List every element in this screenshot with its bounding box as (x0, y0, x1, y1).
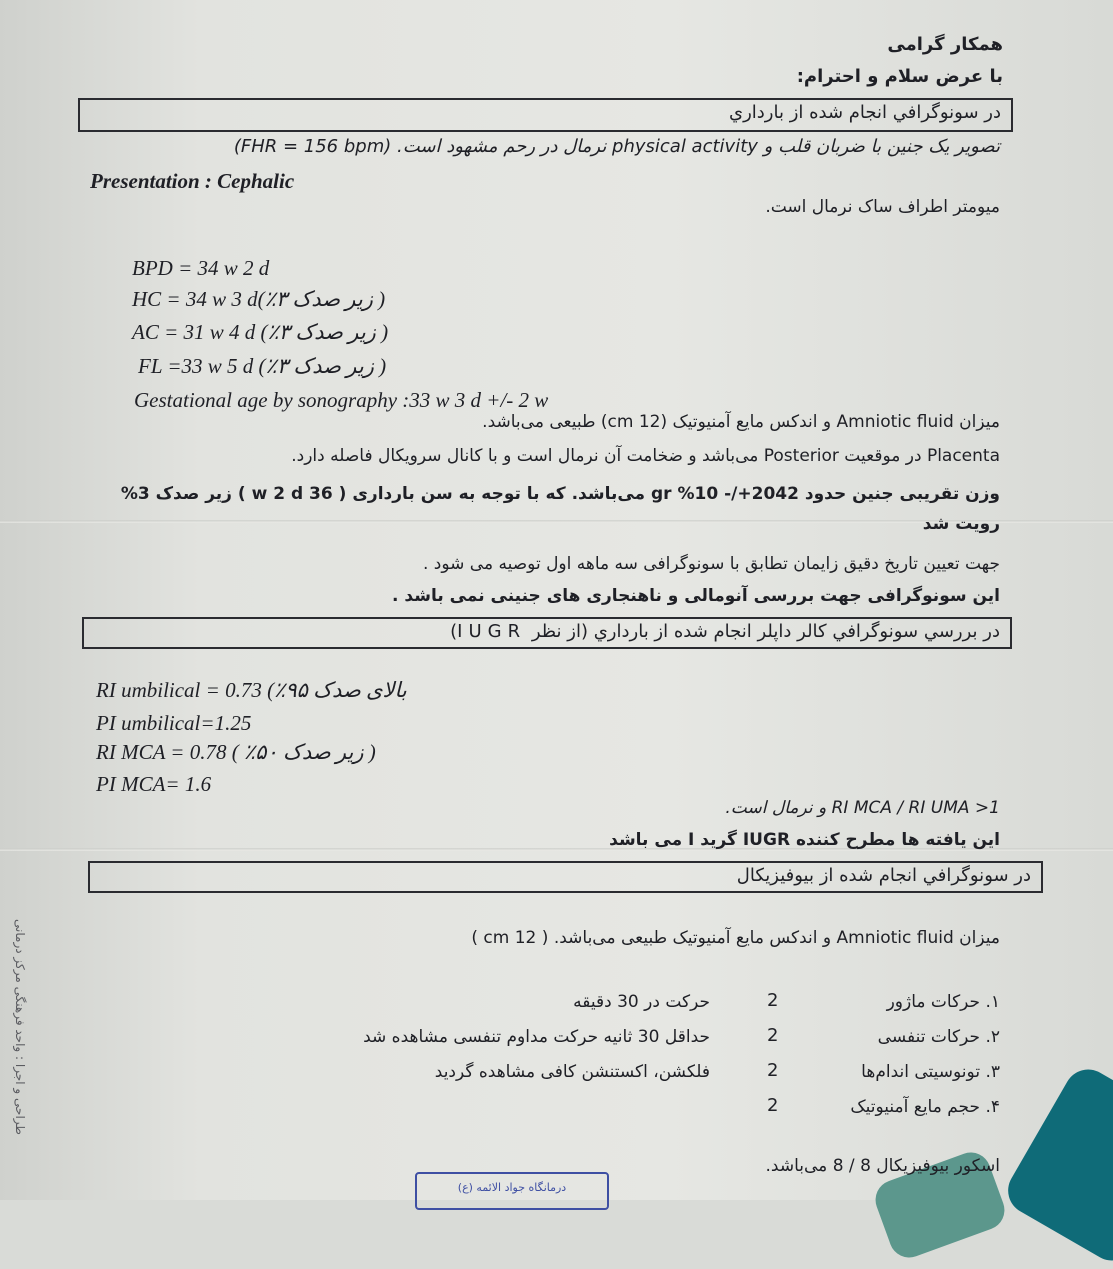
bpp-item-score: 2 (767, 1095, 779, 1116)
clinic-stamp: درمانگاه جواد الائمه (ع) (415, 1172, 609, 1210)
bpp-item-score: 2 (767, 990, 779, 1011)
fetal-weight-line-2: رویت شد (922, 514, 1000, 534)
salutation: با عرض سلام و احترام: (796, 66, 1003, 87)
placenta-line: Placenta در موقعیت Posterior می‌باشد و ضخامت آن نرمال است و با کانال سرویکال فاصله دارد. (291, 446, 1000, 466)
myometrium-line: میومتر اطراف ساک نرمال است. (765, 197, 1000, 217)
dating-note: جهت تعیین تاریخ دقیق زایمان تطابق با سونوگرافی سه ماهه اول توصیه می شود . (423, 554, 1000, 574)
ac-measure: AC = 31 w 4 d (٪۳ زیر صدک ) (132, 320, 389, 344)
gestational-age: Gestational age by sonography :33 w 3 d +/- 2 w (134, 388, 549, 412)
bpd-measure: BPD = 34 w 2 d (132, 256, 270, 280)
bpp-item-score: 2 (767, 1025, 779, 1046)
amniotic-fluid-line: میزان Amniotic fluid و اندکس مایع آمنیوتیک (12 cm) طبیعی می‌باشد. (482, 412, 1000, 432)
anomaly-note: این سونوگرافی جهت بررسی آنومالی و ناهنجاری های جنینی نمی باشد . (392, 586, 1000, 606)
doppler-section-title: در بررسي سونوگرافي كالر داپلر انجام شده از بارداري (از نظر IUGR) (82, 617, 1012, 649)
pi-umbilical: PI umbilical=1.25 (96, 711, 252, 735)
bpp-item-desc: فلکشن، اکستنشن کافی مشاهده گردید (434, 1062, 710, 1082)
side-note: طراحی و اجرا : واحد فرهنگی مرکز درمانی (13, 919, 27, 1135)
bpp-amniotic-line: میزان Amniotic fluid و اندکس مایع آمنیوتیک طبیعی می‌باشد. ( 12 cm ) (471, 928, 1000, 948)
ri-mca: RI MCA = 0.78 ( ٪۵۰ زیر صدک ) (96, 740, 376, 764)
bpp-item-label: ۳. تونوسیتی اندام‌ها (861, 1062, 1000, 1082)
bpp-item-desc: حداقل 30 ثانیه حرکت مداوم تنفسی مشاهده شد (363, 1027, 710, 1047)
pregnancy-section-title: در سونوگرافي انجام شده از بارداري (78, 98, 1013, 132)
bpp-item-desc: حرکت در 30 دقیقه (573, 992, 710, 1012)
ri-umbilical: RI umbilical = 0.73 (٪۹۵ بالای صدک (96, 678, 407, 702)
presentation: Presentation : Cephalic (90, 169, 295, 193)
fl-measure: FL =33 w 5 d (٪۳ زیر صدک ) (138, 354, 387, 378)
fetal-image-line: تصویر یک جنین با ضربان قلب و physical activity نرمال در رحم مشهود است. (FHR = 156 bpm) (233, 136, 1000, 157)
fetal-weight-line: وزن تقریبی جنین حدود 2042+/- 10% gr می‌باشد. که با توجه به سن بارداری ( 36 w 2 d ) زیر صدک 3% (120, 484, 1000, 504)
bpp-item-label: ۴. حجم مایع آمنیوتیک (850, 1097, 1000, 1117)
bpp-section-title: در سونوگرافي انجام شده از بيوفيزيكال (88, 861, 1043, 893)
greeting: همکار گرامی (887, 34, 1003, 55)
bpp-item-label: ۱. حرکات ماژور (886, 992, 1000, 1012)
bpp-score-line: اسکور بیوفیزیکال 8 / 8 می‌باشد. (765, 1156, 1000, 1176)
hc-measure: HC = 34 w 3 d(٪۳ زیر صدک ) (132, 287, 386, 311)
bpp-item-label: ۲. حرکات تنفسی (877, 1027, 1000, 1047)
pi-mca: PI MCA= 1.6 (96, 772, 212, 796)
ratio-line: RI MCA / RI UMA >1 و نرمال است. (725, 798, 1000, 818)
bpp-item-score: 2 (767, 1060, 779, 1081)
iugr-conclusion: این یافته ها مطرح کننده IUGR گرید I می باشد (609, 830, 1000, 850)
